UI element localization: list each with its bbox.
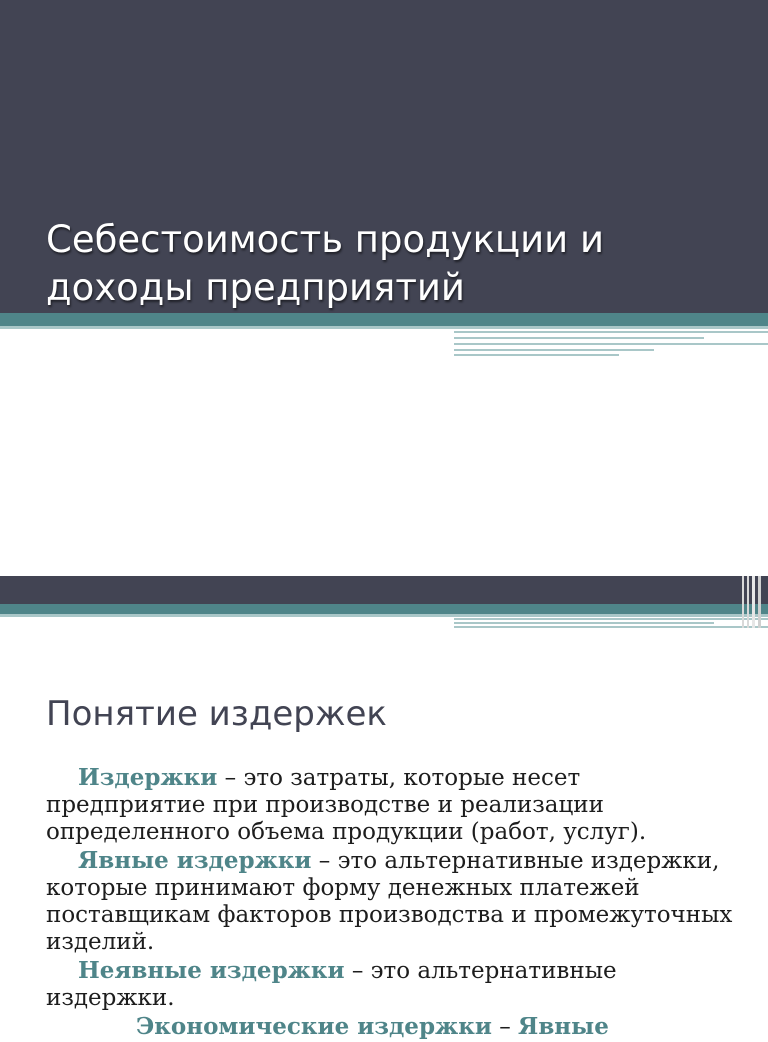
slide-body: [46, 764, 736, 1042]
header-band: [0, 576, 768, 604]
slide-title-text: [46, 216, 746, 312]
decorative-vertical-bars: [742, 576, 764, 628]
decorative-lines: [454, 329, 768, 357]
slide-heading: Понятие издержек: [46, 694, 387, 734]
definition-text: – это затраты, которые несет предприятие при производстве и реализации определенного объема продукции (работ, услуг).: [46, 765, 647, 845]
title-line-2: доходы предприятий: [46, 266, 465, 309]
definition-paragraph-partial: Экономические издержки – Явные: [46, 1013, 736, 1041]
decorative-lines: [454, 617, 768, 629]
term: Явные: [518, 1013, 609, 1040]
definition-text: – это альтернативные издержки.: [46, 958, 617, 1011]
term: Издержки: [78, 764, 218, 791]
term: Явные издержки: [78, 847, 312, 874]
accent-stripe: [0, 313, 768, 326]
accent-stripe: [0, 604, 768, 614]
definition-paragraph: [46, 764, 736, 846]
definition-paragraph: [46, 957, 736, 1012]
term: Неявные издержки: [78, 957, 345, 984]
slide-costs-concept: [0, 576, 768, 1040]
definition-paragraph: [46, 847, 736, 956]
term: Экономические издержки: [136, 1013, 492, 1040]
title-line-1: Себестоимость продукции и: [46, 218, 604, 261]
definition-text: – это альтернативные издержки, которые принимают форму денежных платежей поставщикам факторов производства и промежуточных изделий.: [46, 848, 733, 955]
